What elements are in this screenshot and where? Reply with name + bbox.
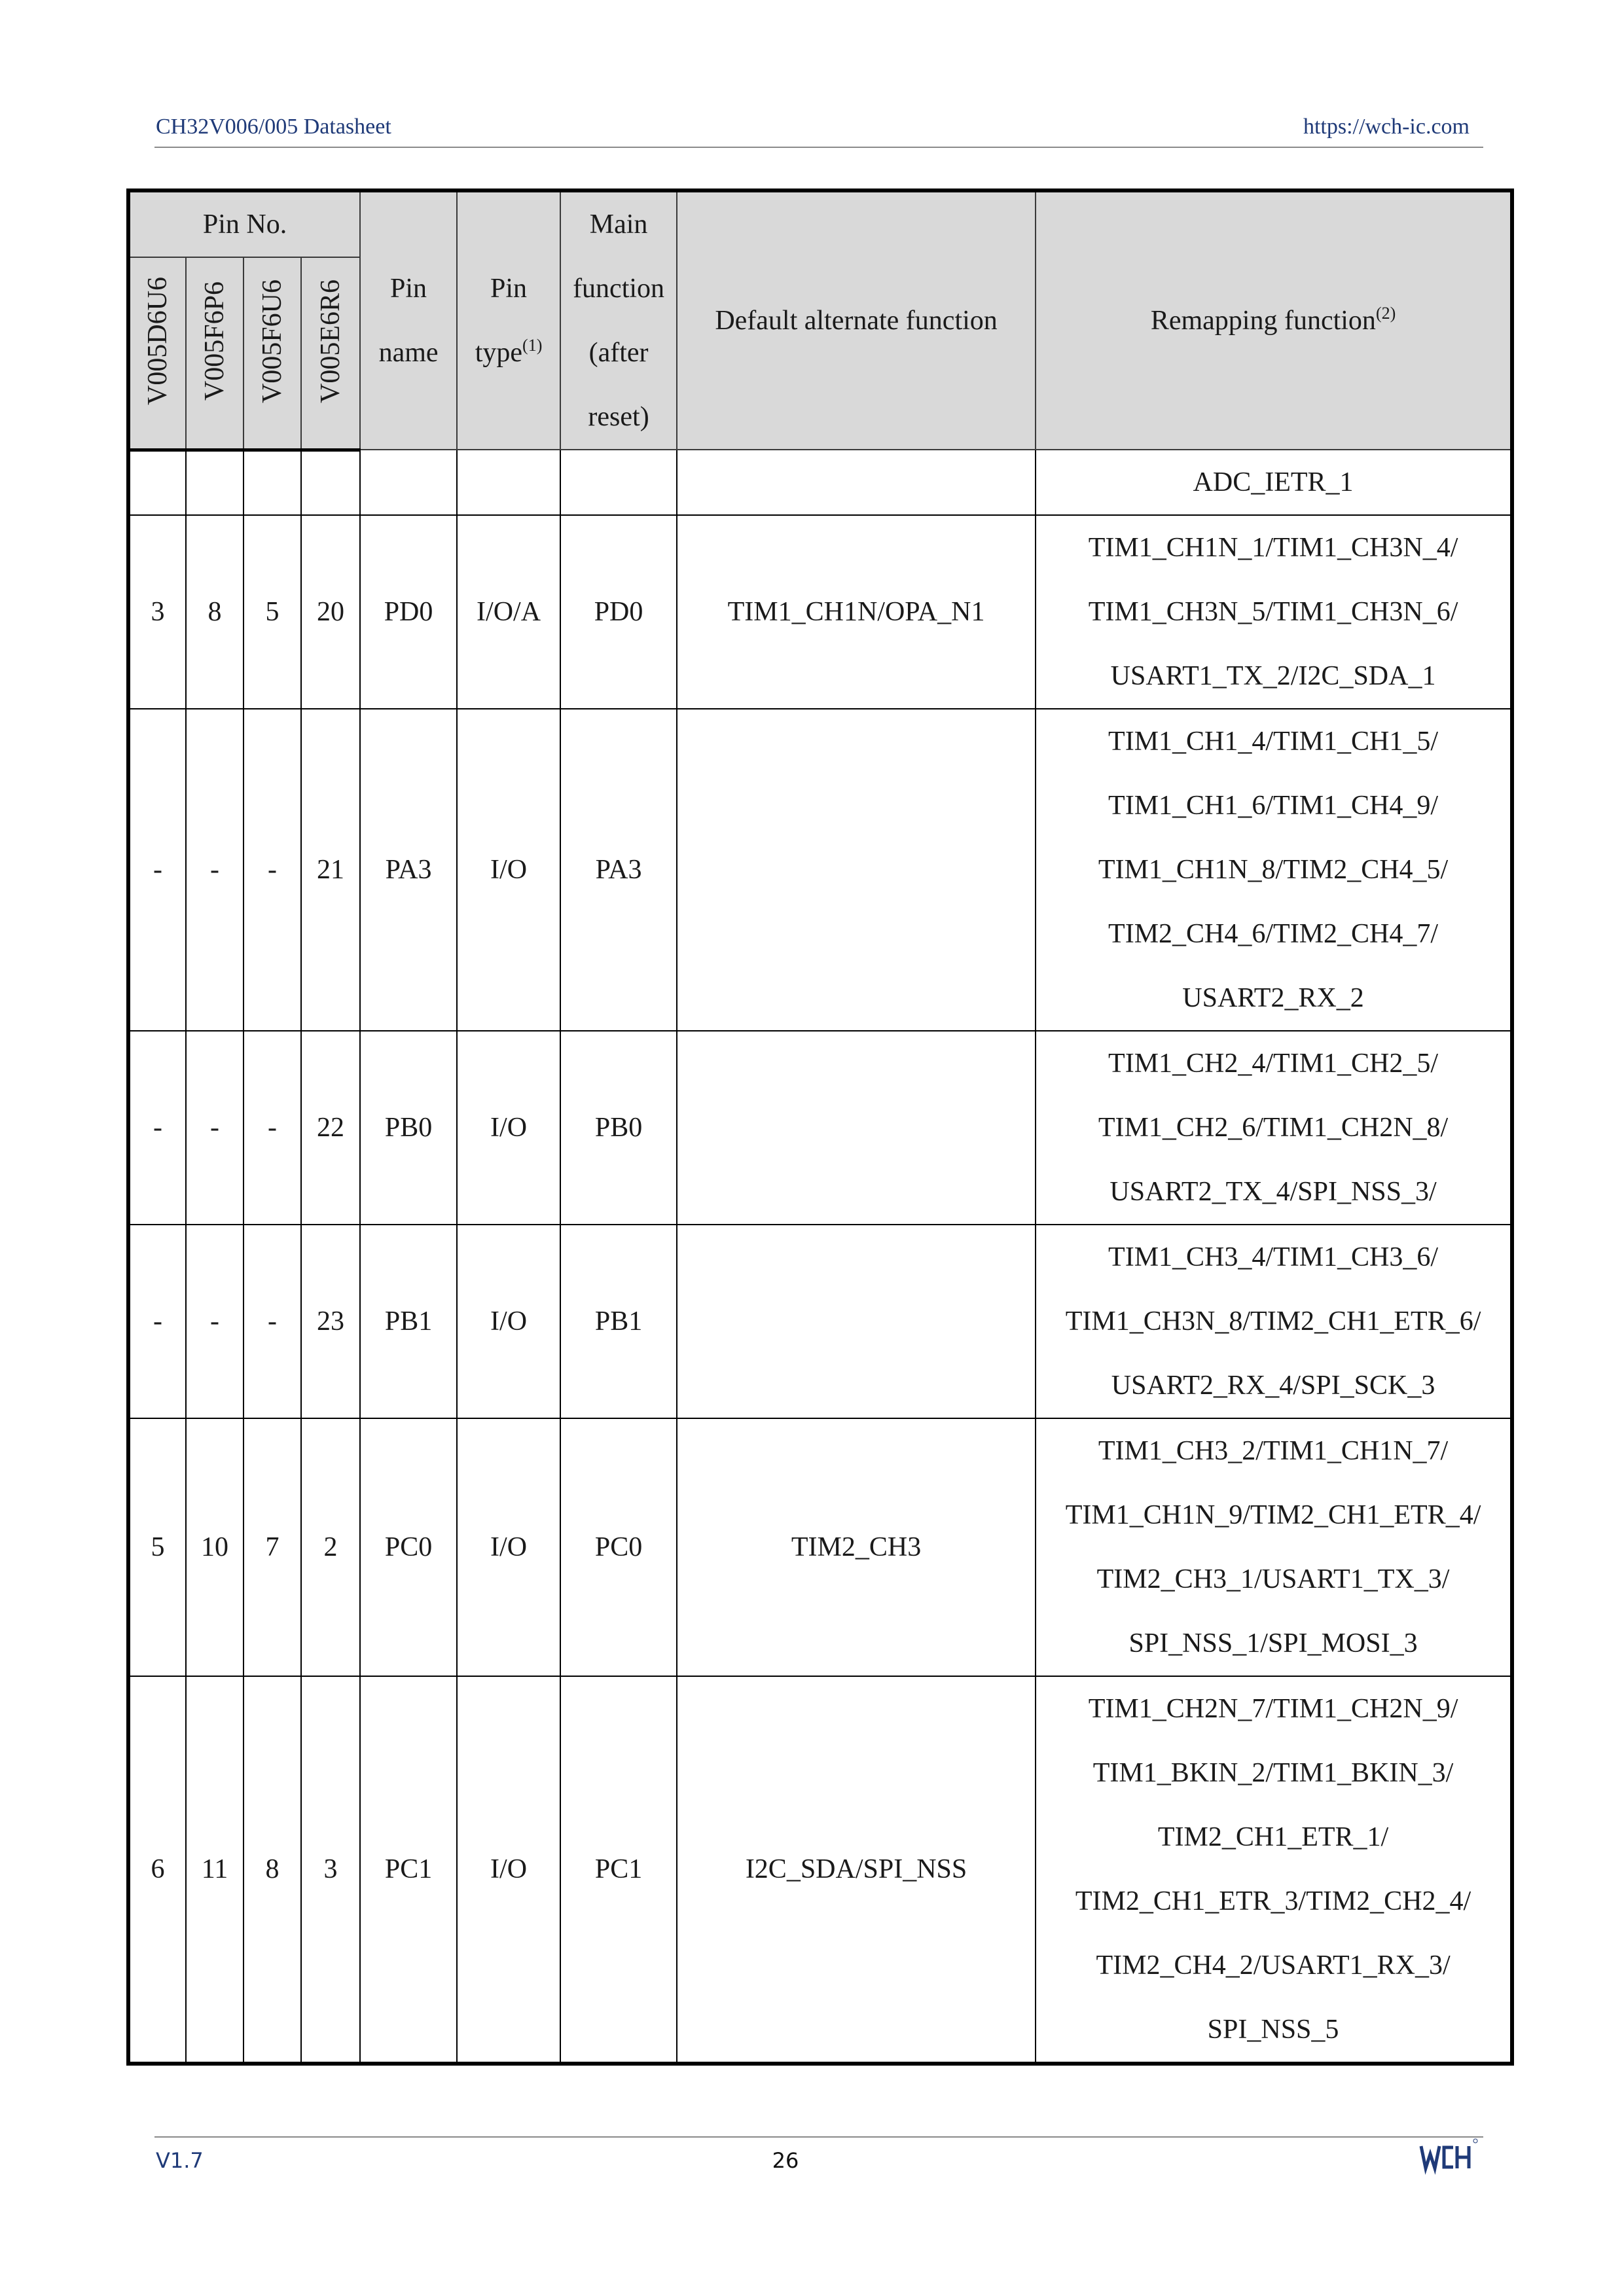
remap-cell	[1036, 1031, 1512, 1225]
package-label: V005E6R6	[316, 279, 346, 403]
document-title: CH32V006/005 Datasheet	[156, 115, 391, 139]
remap-line: TIM2_CH1_ETR_3/TIM2_CH2_4/	[1075, 1886, 1471, 1916]
table-row-continuation	[128, 450, 1512, 515]
table-cell	[360, 450, 457, 515]
pin-d6u6-cell: 5	[128, 1418, 186, 1676]
pin-e6r6-cell: 22	[301, 1031, 360, 1225]
page-number: 26	[772, 2148, 799, 2173]
pin-e6r6-cell: 21	[301, 709, 360, 1031]
pin-type-cell: I/O	[457, 709, 560, 1031]
table-cell	[128, 450, 186, 515]
pin-name-cell: PB0	[360, 1031, 457, 1225]
pin-e6r6-cell: 20	[301, 515, 360, 709]
pin-d6u6-cell: -	[128, 1031, 186, 1225]
default-alt-header: Default alternate function	[677, 190, 1036, 450]
table-row	[128, 1031, 1512, 1225]
table-row	[128, 709, 1512, 1031]
package-header-d6u6	[128, 257, 186, 450]
remap-cell	[1036, 515, 1512, 709]
remap-cell	[1036, 1418, 1512, 1676]
pin-type-header	[457, 190, 560, 450]
main-function-cell: PB1	[560, 1225, 677, 1418]
remap-line: SPI_NSS_1/SPI_MOSI_3	[1128, 1628, 1418, 1659]
pin-d6u6-cell: -	[128, 1225, 186, 1418]
header-divider	[154, 147, 1483, 148]
main-function-cell: PD0	[560, 515, 677, 709]
main-function-header-line: Main	[589, 209, 648, 240]
package-header-f6u6	[244, 257, 301, 450]
pin-name-cell: PC0	[360, 1418, 457, 1676]
pin-name-cell: PB1	[360, 1225, 457, 1418]
main-function-header-line: (after	[588, 338, 649, 368]
pin-no-header: Pin No.	[128, 190, 360, 257]
main-function-cell: PA3	[560, 709, 677, 1031]
pin-e6r6-cell: 23	[301, 1225, 360, 1418]
remap-line: TIM2_CH1_ETR_1/	[1157, 1822, 1389, 1852]
pin-d6u6-cell: -	[128, 709, 186, 1031]
pin-type-cell: I/O	[457, 1676, 560, 2064]
remap-line: TIM1_CH1N_1/TIM1_CH3N_4/	[1088, 533, 1458, 563]
pin-f6u6-cell: 7	[244, 1418, 301, 1676]
pin-name-cell: PA3	[360, 709, 457, 1031]
pin-f6p6-cell: 10	[186, 1418, 244, 1676]
remap-header-label: Remapping function	[1150, 306, 1376, 336]
main-function-header	[560, 190, 677, 450]
remap-line: TIM1_CH1_4/TIM1_CH1_5/	[1108, 726, 1439, 757]
pin-name-cell: PD0	[360, 515, 457, 709]
pin-type-header-line: type	[475, 338, 523, 368]
default-alt-cell	[677, 709, 1036, 1031]
remap-line: TIM1_CH1N_9/TIM2_CH1_ETR_4/	[1065, 1500, 1481, 1530]
remap-line: USART2_RX_4/SPI_SCK_3	[1111, 1371, 1435, 1401]
package-header-e6r6	[301, 257, 360, 450]
version-label: V1.7	[156, 2148, 204, 2173]
table-cell	[244, 450, 301, 515]
remap-line: TIM2_CH4_6/TIM2_CH4_7/	[1108, 919, 1439, 949]
pin-e6r6-cell: 2	[301, 1418, 360, 1676]
pin-definition-table	[126, 188, 1514, 2066]
pin-f6p6-cell: -	[186, 1031, 244, 1225]
main-function-cell: PC0	[560, 1418, 677, 1676]
pin-f6u6-cell: 8	[244, 1676, 301, 2064]
remap-cell: ADC_IETR_1	[1036, 450, 1512, 515]
remap-line: TIM1_BKIN_2/TIM1_BKIN_3/	[1092, 1758, 1454, 1788]
pin-f6p6-cell: 8	[186, 515, 244, 709]
pin-type-cell: I/O	[457, 1418, 560, 1676]
website-link[interactable]: https://wch-ic.com	[1303, 115, 1470, 139]
table-row	[128, 1418, 1512, 1676]
pin-type-header-line: Pin	[490, 274, 528, 304]
pin-type-cell: I/O/A	[457, 515, 560, 709]
remap-line: TIM1_CH2_6/TIM1_CH2N_8/	[1098, 1113, 1449, 1143]
package-label: V005D6U6	[143, 277, 173, 406]
pin-f6u6-cell: 5	[244, 515, 301, 709]
pin-d6u6-cell: 3	[128, 515, 186, 709]
wch-logo	[1419, 2137, 1478, 2176]
remap-cell	[1036, 1225, 1512, 1418]
pin-d6u6-cell: 6	[128, 1676, 186, 2064]
default-alt-cell: TIM2_CH3	[677, 1418, 1036, 1676]
default-alt-cell: I2C_SDA/SPI_NSS	[677, 1676, 1036, 2064]
package-label: V005F6P6	[200, 281, 230, 401]
remap-line: TIM1_CH3N_8/TIM2_CH1_ETR_6/	[1065, 1306, 1481, 1336]
table-cell	[301, 450, 360, 515]
pin-name-header	[360, 190, 457, 450]
table-cell	[186, 450, 244, 515]
remap-line: TIM1_CH1_6/TIM1_CH4_9/	[1108, 791, 1439, 821]
package-header-f6p6	[186, 257, 244, 450]
table-cell	[457, 450, 560, 515]
remap-line: TIM2_CH4_2/USART1_RX_3/	[1096, 1950, 1451, 1981]
main-function-header-line: function	[573, 274, 665, 304]
footnote-ref: (1)	[522, 336, 543, 355]
remap-line: USART1_TX_2/I2C_SDA_1	[1110, 661, 1436, 691]
remap-cell	[1036, 709, 1512, 1031]
remap-line: USART2_TX_4/SPI_NSS_3/	[1110, 1177, 1437, 1207]
main-function-cell: PC1	[560, 1676, 677, 2064]
pin-type-cell: I/O	[457, 1031, 560, 1225]
remap-line: TIM1_CH3_4/TIM1_CH3_6/	[1108, 1242, 1439, 1272]
pin-type-cell: I/O	[457, 1225, 560, 1418]
pin-name-header-line: Pin	[390, 274, 427, 304]
table-cell	[677, 450, 1036, 515]
table-cell	[560, 450, 677, 515]
pin-f6p6-cell: -	[186, 1225, 244, 1418]
remap-line: USART2_RX_2	[1182, 983, 1364, 1013]
main-function-header-line: reset)	[588, 402, 649, 432]
pin-f6u6-cell: -	[244, 709, 301, 1031]
footnote-ref: (2)	[1375, 304, 1396, 323]
default-alt-cell	[677, 1225, 1036, 1418]
package-label: V005F6U6	[257, 279, 287, 403]
default-alt-cell: TIM1_CH1N/OPA_N1	[677, 515, 1036, 709]
pin-f6u6-cell: -	[244, 1225, 301, 1418]
remap-cell	[1036, 1676, 1512, 2064]
remap-line: TIM1_CH2N_7/TIM1_CH2N_9/	[1088, 1694, 1458, 1724]
pin-name-cell: PC1	[360, 1676, 457, 2064]
footer-divider	[154, 2136, 1483, 2138]
table-row	[128, 1225, 1512, 1418]
remap-line: TIM1_CH3_2/TIM1_CH1N_7/	[1098, 1436, 1449, 1466]
main-function-cell: PB0	[560, 1031, 677, 1225]
remap-line: TIM1_CH2_4/TIM1_CH2_5/	[1108, 1049, 1439, 1079]
pin-e6r6-cell: 3	[301, 1676, 360, 2064]
remap-line: TIM1_CH1N_8/TIM2_CH4_5/	[1098, 855, 1449, 885]
pin-f6p6-cell: -	[186, 709, 244, 1031]
remap-line: SPI_NSS_5	[1207, 2015, 1339, 2045]
remap-line: TIM1_CH3N_5/TIM1_CH3N_6/	[1088, 597, 1458, 627]
default-alt-cell	[677, 1031, 1036, 1225]
pin-name-header-line: name	[378, 338, 439, 368]
pin-f6p6-cell: 11	[186, 1676, 244, 2064]
table-row	[128, 515, 1512, 709]
remap-header	[1036, 190, 1512, 450]
table-row	[128, 1676, 1512, 2064]
pin-f6u6-cell: -	[244, 1031, 301, 1225]
remap-line: TIM2_CH3_1/USART1_TX_3/	[1096, 1564, 1450, 1594]
